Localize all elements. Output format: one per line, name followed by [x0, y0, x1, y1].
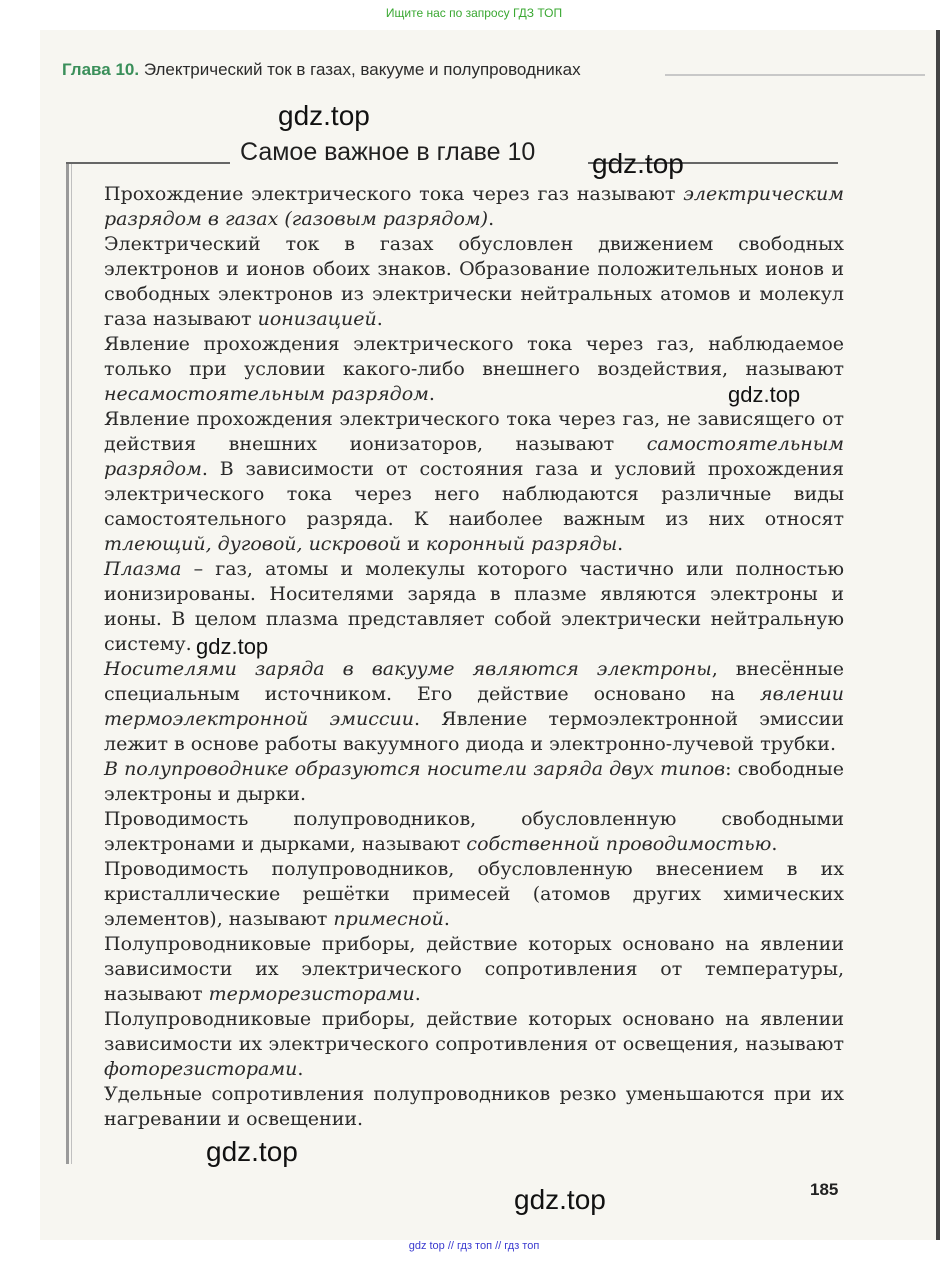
text-run: . — [617, 533, 624, 555]
bottom-banner[interactable]: gdz top // гдз топ // гдз топ — [408, 1240, 540, 1252]
watermark: gdz.top — [278, 100, 370, 131]
italic-term: собственной проводимостью — [466, 833, 772, 855]
text-run: , внесённые специальным источником. Его действие основано на — [104, 658, 844, 705]
italic-term: явлении термоэлектронной эмиссии — [104, 683, 844, 730]
summary-frame-border — [66, 164, 69, 1164]
title-rule-left — [66, 162, 230, 164]
paragraph — [104, 182, 844, 232]
watermark: gdz.top — [206, 1136, 298, 1167]
italic-term: электрическим разрядом в газах (газовым разрядом) — [104, 183, 844, 230]
italic-term: В полупроводнике образуются носители заряда двух типов — [104, 758, 726, 780]
header-rule — [665, 74, 925, 76]
text-run: . — [414, 983, 421, 1005]
text-run: : свободные электроны и дырки. — [104, 758, 844, 805]
summary-frame-border-inner — [71, 164, 72, 1164]
italic-term: фоторезисторами — [104, 1058, 298, 1080]
text-run: . — [488, 208, 495, 230]
text-run: Удельные сопротивления полупроводников резко уменьшаются при их нагревании и освещении. — [104, 1083, 844, 1130]
italic-term: тлеющий, дуговой, искровой — [104, 533, 402, 555]
paragraph — [104, 807, 844, 857]
italic-term: терморезисторами — [208, 983, 415, 1005]
watermark: gdz.top — [592, 148, 684, 179]
text-run: Проводимость полупроводников, обусловленную внесением в их кристаллические решётки примесей (атомов других химических элементов), называют — [104, 858, 844, 930]
text-run: – газ, атомы и молекулы которого частично или полностью ионизированы. Носителями заряда в плазме являются электроны и ионы. В целом плазма представляет собой электрически нейтральную систему. — [104, 558, 844, 655]
watermark: gdz.top — [196, 634, 269, 659]
italic-term: Плазма — [104, 558, 182, 580]
section-title: Самое важное в главе 10 — [240, 138, 536, 166]
page-number: 185 — [810, 1180, 839, 1199]
text-run: Полупроводниковые приборы, действие которых основано на явлении зависимости их электрического сопротивления от освещения, называют — [104, 1008, 844, 1055]
italic-term: примесной — [333, 908, 444, 930]
italic-term: ионизацией — [257, 308, 377, 330]
paragraph — [104, 232, 844, 332]
top-banner[interactable]: Ищите нас по запросу ГДЗ ТОП — [385, 6, 563, 20]
text-run: . — [443, 908, 450, 930]
paragraph — [104, 407, 844, 557]
chapter-header — [62, 60, 581, 80]
text-run: Явление прохождения электрического тока через газ, наблюдаемое только при условии какого-либо внешнего воздействия, называют — [104, 333, 844, 380]
italic-term: самостоятельным разрядом — [104, 433, 844, 480]
chapter-title: Электрический ток в газах, вакууме и полупроводниках — [143, 60, 581, 79]
text-run: Полупроводниковые приборы, действие которых основано на явлении зависимости их электрического сопротивления от температуры, называют — [104, 933, 844, 1005]
italic-term: коронный разряды — [425, 533, 618, 555]
spine-edge — [936, 30, 940, 1240]
text-run: . — [771, 833, 778, 855]
watermark: gdz.top — [514, 1184, 606, 1215]
paragraph — [104, 1007, 844, 1082]
paragraph — [104, 757, 844, 807]
italic-term: несамостоятельным разрядом — [104, 383, 429, 405]
watermark: gdz.top — [728, 382, 801, 407]
text-run: Электрический ток в газах обусловлен движением свободных электронов и ионов обоих знаков. Образование положительных ионов и свободных электронов из электрически нейтральных атомов и молекул газа называют — [104, 233, 844, 330]
text-run: . В зависимости от состояния газа и условий прохождения электрического тока через него наблюдаются различные виды самостоятельного разряда. К наиболее важным из них относят — [104, 458, 844, 530]
text-run: . Явление термоэлектронной эмиссии лежит в основе работы вакуумного диода и электронно-лучевой трубки. — [104, 708, 844, 755]
chapter-number: Глава 10. — [62, 60, 140, 79]
text-run: . — [376, 308, 383, 330]
textbook-page — [40, 30, 940, 1240]
text-run: . — [297, 1058, 304, 1080]
text-run: Явление прохождения электрического тока через газ, не зависящего от действия внешних ионизаторов, называют — [104, 408, 844, 455]
text-run: Проводимость полупроводников, обусловленную свободными электронами и дырками, называют — [104, 808, 844, 855]
text-run: . — [428, 383, 435, 405]
paragraph — [104, 1082, 844, 1132]
paragraph — [104, 932, 844, 1007]
text-run: Прохождение электрического тока через газ называют — [104, 183, 684, 205]
paragraph — [104, 857, 844, 932]
text-run: и — [401, 533, 426, 555]
italic-term: Носителями заряда в вакууме являются электроны — [104, 658, 712, 680]
paragraph — [104, 657, 844, 757]
